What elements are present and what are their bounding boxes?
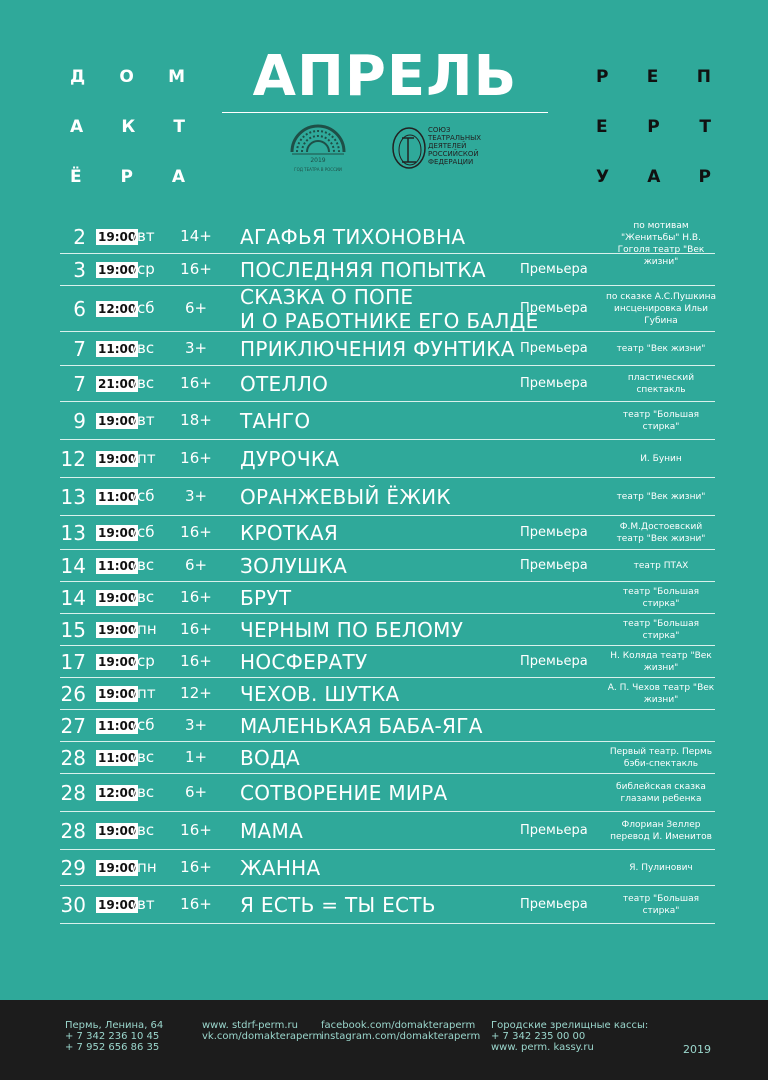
letter: О (119, 67, 134, 87)
event-day: 14 (60, 554, 86, 578)
event-day: 7 (73, 372, 86, 396)
month-title: АПРЕЛЬ (252, 44, 518, 109)
event-premiere: Премьера (520, 376, 588, 391)
letters-row (70, 102, 185, 152)
event-title: ЧЕРНЫМ ПО БЕЛОМУ (240, 618, 464, 642)
union-emblem-icon (390, 124, 430, 174)
letters-row (596, 152, 711, 202)
footer-contacts (65, 1020, 163, 1053)
event-premiere: Премьера (520, 262, 588, 277)
event-note: Н. Коляда театр "Век жизни" (610, 651, 712, 673)
event-weekday: /пт (132, 449, 156, 467)
event-row (60, 286, 715, 332)
union-line: ДЕЯТЕЛЕЙ (428, 142, 467, 150)
event-age: 3+ (184, 339, 208, 357)
event-day: 27 (60, 714, 86, 738)
event-row (60, 646, 715, 678)
event-note: И. Бунин (640, 454, 682, 464)
event-age: 14+ (180, 227, 212, 245)
event-weekday: /вс (132, 821, 155, 839)
event-row (60, 366, 715, 402)
event-note: пластический спектакль (627, 373, 695, 395)
event-row (60, 774, 715, 812)
event-weekday: /ср (132, 652, 155, 670)
letter: П (696, 67, 711, 87)
event-age: 16+ (180, 260, 212, 278)
footer-kassy-link[interactable]: www. perm. kassy.ru (491, 1042, 594, 1053)
letter: Д (70, 67, 86, 87)
letters-row (70, 52, 185, 102)
event-time: 19:00 (98, 861, 137, 875)
event-note: Первый театр. Пермь бэби-спектакль (609, 747, 713, 769)
event-day: 12 (60, 447, 86, 471)
year-of-theatre-logo (288, 122, 348, 178)
letter: А (647, 167, 661, 187)
event-time: 19:00 (98, 452, 137, 466)
event-title: ВОДА (240, 746, 300, 770)
event-premiere: Премьера (520, 897, 588, 912)
event-day: 14 (60, 586, 86, 610)
year-logo-text: ГОД ТЕАТРА В РОССИИ (294, 167, 342, 172)
event-weekday: /вс (132, 556, 155, 574)
event-weekday: /сб (132, 523, 155, 541)
event-title: ОРАНЖЕВЫЙ ЁЖИК (240, 485, 451, 509)
letter: Т (173, 117, 185, 137)
event-weekday: /пн (132, 858, 157, 876)
event-premiere: Премьера (520, 558, 588, 573)
event-day: 6 (73, 297, 86, 321)
letter: Р (647, 117, 660, 137)
event-age: 16+ (180, 895, 212, 913)
event-note: по сказке А.С.Пушкина инсценировка Ильи Губина (606, 292, 716, 326)
footer (0, 1000, 768, 1080)
event-weekday: /вт (132, 227, 155, 245)
event-time: 11:00 (98, 559, 137, 573)
event-premiere: Премьера (520, 823, 588, 838)
event-note: театр "Век жизни" (616, 344, 706, 354)
event-row (60, 402, 715, 440)
dom-aktera-letters (70, 52, 185, 202)
letter: Р (120, 167, 133, 187)
event-day: 15 (60, 618, 86, 642)
year-logo-number: 2019 (310, 157, 326, 164)
event-note: театр "Большая стирка" (622, 587, 700, 609)
letter: Е (596, 117, 608, 137)
footer-phone: + 7 342 236 10 45 (65, 1031, 160, 1042)
event-weekday: /сб (132, 299, 155, 317)
event-weekday: /вт (132, 411, 155, 429)
event-day: 28 (60, 746, 86, 770)
event-age: 16+ (180, 523, 212, 541)
event-premiere: Премьера (520, 301, 588, 316)
event-age: 12+ (180, 684, 212, 702)
letter: Ё (70, 167, 82, 187)
event-row (60, 550, 715, 582)
event-age: 16+ (180, 588, 212, 606)
union-line: ФЕДЕРАЦИИ (428, 158, 474, 166)
repertoire-table (60, 220, 715, 924)
event-row (60, 742, 715, 774)
event-day: 13 (60, 521, 86, 545)
event-title: ДУРОЧКА (240, 447, 340, 471)
event-time: 11:00 (98, 490, 137, 504)
event-note: Я. Пулинович (629, 863, 693, 873)
event-age: 16+ (180, 858, 212, 876)
event-title: МАЛЕНЬКАЯ БАБА-ЯГА (240, 714, 483, 738)
event-title: СКАЗКА О ПОПЕ И О РАБОТНИКЕ ЕГО БАЛДЕ (240, 285, 539, 333)
month-underline (222, 112, 548, 113)
footer-site-link[interactable]: www. stdrf-perm.ru (202, 1020, 298, 1031)
event-note: театр ПТАХ (633, 561, 689, 571)
event-time: 19:00 (98, 230, 137, 244)
letter: А (70, 117, 84, 137)
event-time: 19:00 (98, 824, 137, 838)
event-time: 11:00 (98, 719, 137, 733)
event-day: 30 (60, 893, 86, 917)
event-title: ТАНГО (240, 409, 311, 433)
footer-kassy-phone: + 7 342 235 00 00 (491, 1031, 586, 1042)
letter: Р (596, 67, 609, 87)
union-line: ТЕАТРАЛЬНЫХ (428, 134, 482, 142)
event-row (60, 516, 715, 550)
letter: А (171, 167, 185, 187)
event-time: 11:00 (98, 342, 137, 356)
event-day: 29 (60, 856, 86, 880)
event-row (60, 812, 715, 850)
letter: У (596, 167, 610, 187)
footer-year: 2019 (683, 1043, 711, 1056)
event-weekday: /сб (132, 716, 155, 734)
footer-vk-link[interactable]: vk.com/domakteraperm (202, 1031, 323, 1042)
event-weekday: /вс (132, 783, 155, 801)
event-premiere: Премьера (520, 341, 588, 356)
event-day: 9 (73, 409, 86, 433)
event-time: 11:00 (98, 751, 137, 765)
event-weekday: /ср (132, 260, 155, 278)
event-day: 28 (60, 819, 86, 843)
event-day: 7 (73, 337, 86, 361)
event-row (60, 710, 715, 742)
footer-instagram-link[interactable]: instagram.com/domakteraperm (321, 1031, 481, 1042)
event-title: МАМА (240, 819, 304, 843)
event-title: Я ЕСТЬ = ТЫ ЕСТЬ (240, 893, 436, 917)
event-time: 19:00 (98, 591, 137, 605)
event-note: Флориан Зеллер перевод И. Именитов (610, 820, 712, 842)
event-row (60, 582, 715, 614)
event-title: БРУТ (240, 586, 292, 610)
event-age: 6+ (184, 783, 208, 801)
event-age: 16+ (180, 821, 212, 839)
event-title: КРОТКАЯ (240, 521, 339, 545)
event-premiere: Премьера (520, 654, 588, 669)
union-logo-text (428, 126, 481, 166)
event-weekday: /вс (132, 374, 155, 392)
letter: Р (698, 167, 711, 187)
event-time: 19:00 (98, 898, 137, 912)
event-time: 12:00 (98, 786, 137, 800)
letter: Т (699, 117, 711, 137)
event-note: театр "Большая стирка" (622, 410, 700, 432)
union-line: СОЮЗ (428, 126, 451, 134)
event-time: 19:00 (98, 623, 137, 637)
letters-row (596, 102, 711, 152)
event-time: 12:00 (98, 302, 137, 316)
event-age: 16+ (180, 449, 212, 467)
event-time: 19:00 (98, 526, 137, 540)
event-time: 19:00 (98, 687, 137, 701)
event-time: 21:00 (98, 377, 137, 391)
union-line: РОССИЙСКОЙ (428, 150, 479, 158)
footer-social (321, 1020, 480, 1042)
event-row (60, 254, 715, 286)
event-weekday: /сб (132, 487, 155, 505)
event-title: АГАФЬЯ ТИХОНОВНА (240, 225, 466, 249)
event-age: 16+ (180, 374, 212, 392)
footer-address: Пермь, Ленина, 64 (65, 1020, 164, 1031)
event-age: 1+ (184, 748, 208, 766)
event-time: 19:00 (98, 263, 137, 277)
letters-row (596, 52, 711, 102)
event-note: по мотивам "Женитьбы" Н.В. Гоголя театр "Век жизни" (617, 221, 705, 267)
letter: М (168, 67, 185, 87)
event-weekday: /пн (132, 620, 157, 638)
event-title: ЖАННА (240, 856, 321, 880)
event-title: СОТВОРЕНИЕ МИРА (240, 781, 448, 805)
event-day: 26 (60, 682, 86, 706)
footer-web (202, 1020, 322, 1042)
event-row (60, 332, 715, 366)
event-title: ОТЕЛЛО (240, 372, 329, 396)
event-day: 13 (60, 485, 86, 509)
event-note: театр "Большая стирка" (622, 619, 700, 641)
event-age: 6+ (184, 299, 208, 317)
event-day: 28 (60, 781, 86, 805)
event-age: 6+ (184, 556, 208, 574)
event-age: 16+ (180, 652, 212, 670)
event-day: 17 (60, 650, 86, 674)
event-row (60, 614, 715, 646)
event-weekday: /вс (132, 339, 155, 357)
event-weekday: /вс (132, 588, 155, 606)
event-note: А. П. Чехов театр "Век жизни" (607, 683, 715, 705)
letter: Е (646, 67, 659, 87)
event-row (60, 478, 715, 516)
event-note: библейская сказка глазами ребенка (616, 782, 706, 804)
footer-phone: + 7 952 656 86 35 (65, 1042, 160, 1053)
event-weekday: /вт (132, 895, 155, 913)
event-note: театр "Большая стирка" (622, 894, 700, 916)
event-row (60, 220, 715, 267)
event-day: 3 (73, 258, 86, 282)
event-title: ПОСЛЕДНЯЯ ПОПЫТКА (240, 258, 486, 282)
event-time: 19:00 (98, 414, 137, 428)
event-day: 2 (73, 225, 86, 249)
event-age: 3+ (184, 487, 208, 505)
event-note: театр "Век жизни" (616, 492, 706, 502)
repertuar-letters (596, 52, 711, 202)
event-row (60, 886, 715, 924)
event-row (60, 850, 715, 886)
event-title: ЧЕХОВ. ШУТКА (240, 682, 400, 706)
event-age: 18+ (180, 411, 212, 429)
event-row (60, 678, 715, 710)
event-age: 16+ (180, 620, 212, 638)
footer-facebook-link[interactable]: facebook.com/domakteraperm (321, 1020, 476, 1031)
letters-row (70, 152, 185, 202)
event-note: Ф.М.Достоевский театр "Век жизни" (616, 522, 706, 544)
event-weekday: /пт (132, 684, 156, 702)
letter: К (121, 117, 136, 137)
event-weekday: /вс (132, 748, 155, 766)
footer-kassy (491, 1020, 648, 1053)
event-time: 19:00 (98, 655, 137, 669)
footer-kassy-label: Городские зрелищные кассы: (491, 1020, 649, 1031)
event-title: ЗОЛУШКА (240, 554, 348, 578)
event-title: ПРИКЛЮЧЕНИЯ ФУНТИКА (240, 337, 515, 361)
event-age: 3+ (184, 716, 208, 734)
year-of-theatre-emblem-icon (288, 122, 348, 178)
event-row (60, 440, 715, 478)
event-title: НОСФЕРАТУ (240, 650, 368, 674)
event-premiere: Премьера (520, 525, 588, 540)
